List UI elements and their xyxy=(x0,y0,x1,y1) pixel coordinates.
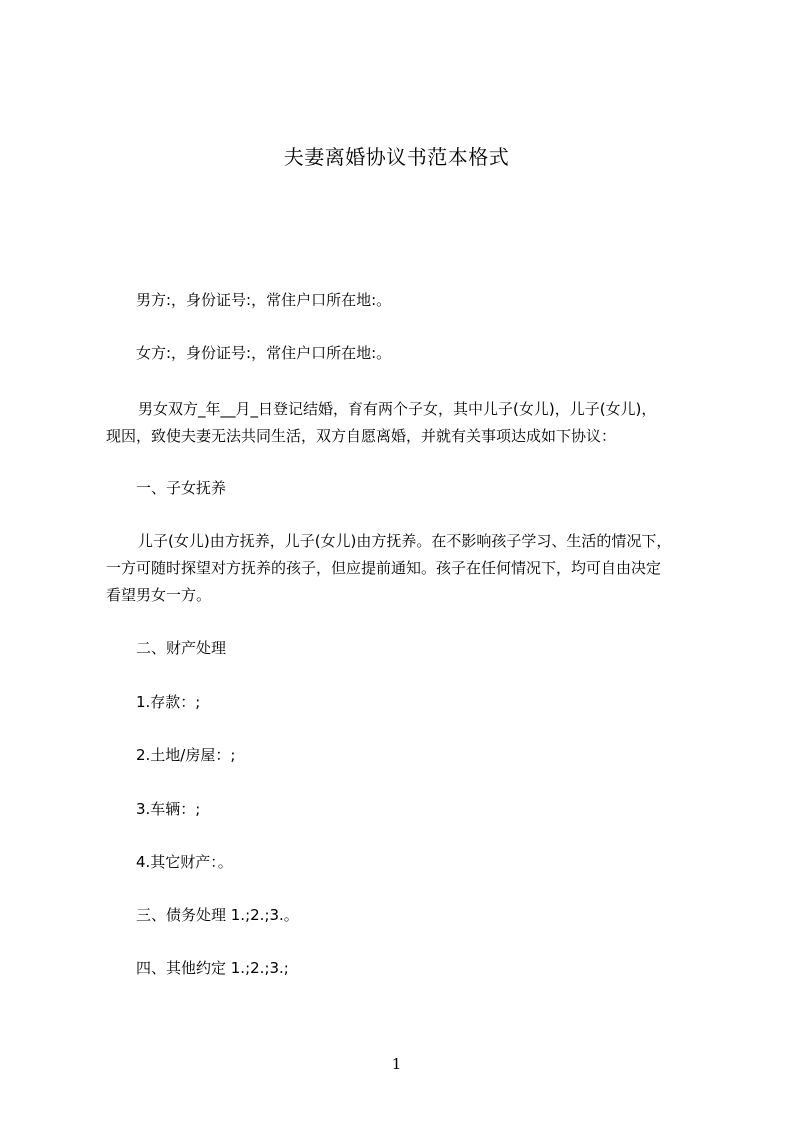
section-2-heading: 二、财产处理 xyxy=(136,639,227,657)
female-party-line: 女方:，身份证号:，常住户口所在地:。 xyxy=(136,344,392,362)
section-1-paragraph xyxy=(106,528,696,609)
section-1-line-1: 儿子(女儿)由方抚养，儿子(女儿)由方抚养。在不影响孩子学习、生活的情况下， xyxy=(138,532,672,550)
property-item-vehicle: 3.车辆：; xyxy=(136,800,201,818)
document-title: 夫妻离婚协议书范本格式 xyxy=(283,145,510,169)
section-1-heading: 一、子女抚养 xyxy=(136,479,227,497)
section-1-line-2: 一方可随时探望对方抚养的孩子，但应提前通知。孩子在任何情况下，均可自由决定 xyxy=(106,559,662,577)
male-party-line: 男方:，身份证号:，常住户口所在地:。 xyxy=(136,291,392,309)
section-3-heading: 三、债务处理 1.;2.;3.。 xyxy=(136,906,299,924)
intro-paragraph xyxy=(106,396,696,450)
property-item-land-house: 2.土地/房屋：; xyxy=(136,746,236,764)
page-number: 1 xyxy=(391,1055,402,1073)
section-1-line-3: 看望男女一方。 xyxy=(106,586,212,604)
section-4-heading: 四、其他约定 1.;2.;3.; xyxy=(136,959,289,977)
property-item-savings: 1.存款：; xyxy=(136,693,201,711)
intro-line-2: 现因，致使夫妻无法共同生活，双方自愿离婚，并就有关事项达成如下协议： xyxy=(106,427,617,445)
intro-line-1: 男女双方_年__月_日登记结婚，育有两个子女，其中儿子(女儿)，儿子(女儿)， xyxy=(138,400,657,418)
property-item-other: 4.其它财产：。 xyxy=(136,853,233,871)
